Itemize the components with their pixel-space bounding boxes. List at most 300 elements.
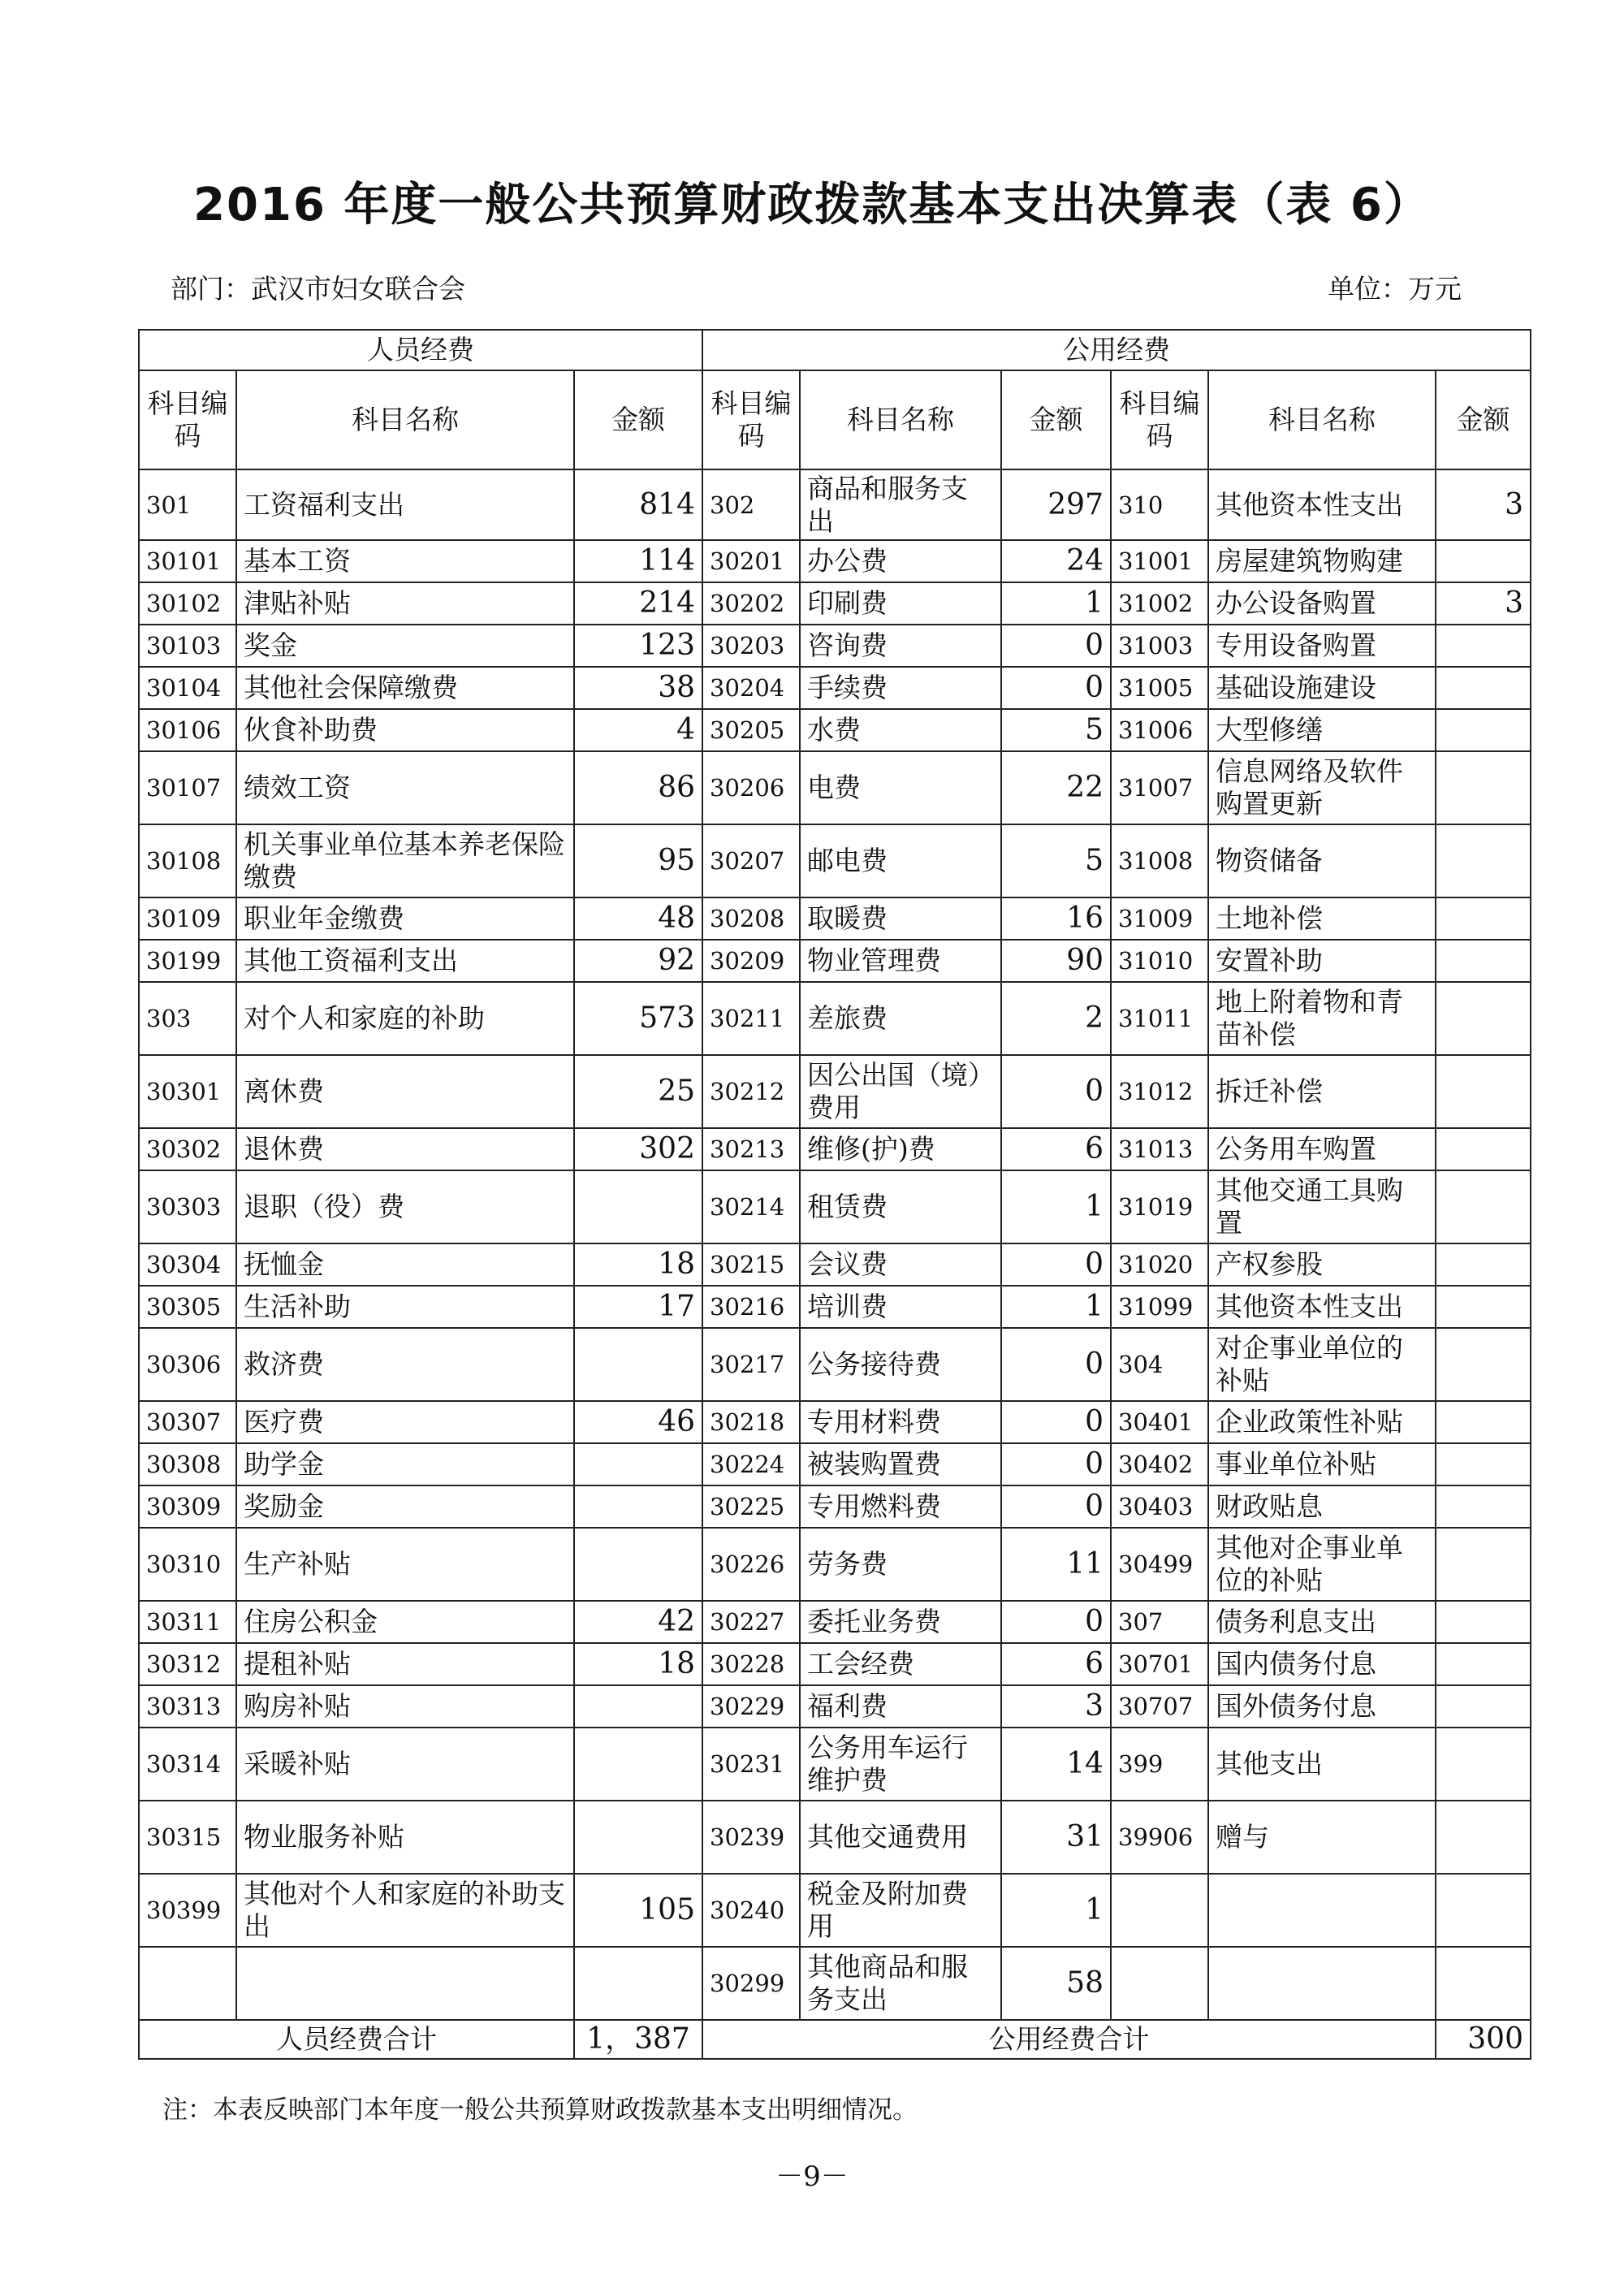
name-cell: 取暖费 bbox=[800, 897, 1001, 940]
name-cell: 会议费 bbox=[800, 1243, 1001, 1286]
code-cell: 30231 bbox=[702, 1728, 800, 1801]
code-cell: 31006 bbox=[1111, 709, 1208, 751]
amount-cell: 90 bbox=[1001, 940, 1111, 982]
amount-cell bbox=[574, 1801, 702, 1874]
name-cell: 绩效工资 bbox=[236, 751, 574, 824]
amount-cell: 1 bbox=[1001, 1286, 1111, 1328]
name-cell: 地上附着物和青苗补偿 bbox=[1208, 982, 1436, 1055]
table-row bbox=[139, 1685, 1531, 1728]
code-cell: 30199 bbox=[139, 940, 236, 982]
table-row bbox=[139, 625, 1531, 667]
page-number: －9－ bbox=[775, 2160, 849, 2193]
code-cell: 30401 bbox=[1111, 1401, 1208, 1443]
table-row bbox=[139, 982, 1531, 1055]
name-cell: 对企事业单位的补贴 bbox=[1208, 1328, 1436, 1401]
code-cell: 31007 bbox=[1111, 751, 1208, 824]
header-name: 科目名称 bbox=[236, 370, 574, 469]
amount-cell: 22 bbox=[1001, 751, 1111, 824]
name-cell: 奖励金 bbox=[236, 1485, 574, 1528]
amount-cell: 114 bbox=[574, 540, 702, 582]
public-total-label: 公用经费合计 bbox=[702, 2020, 1436, 2059]
name-cell bbox=[1208, 1947, 1436, 2020]
table-row bbox=[139, 1443, 1531, 1485]
amount-cell bbox=[1436, 667, 1531, 709]
amount-cell: 17 bbox=[574, 1286, 702, 1328]
table-row bbox=[139, 824, 1531, 897]
amount-cell: 3 bbox=[1001, 1685, 1111, 1728]
name-cell: 大型修缮 bbox=[1208, 709, 1436, 751]
section-public: 公用经费 bbox=[702, 330, 1531, 370]
code-cell: 30309 bbox=[139, 1485, 236, 1528]
personnel-total-label: 人员经费合计 bbox=[139, 2020, 574, 2059]
table-row bbox=[139, 469, 1531, 540]
code-cell: 31011 bbox=[1111, 982, 1208, 1055]
name-cell: 差旅费 bbox=[800, 982, 1001, 1055]
amount-cell bbox=[574, 1328, 702, 1401]
amount-cell: 0 bbox=[1001, 1401, 1111, 1443]
name-cell: 津贴补贴 bbox=[236, 582, 574, 625]
code-cell: 30213 bbox=[702, 1128, 800, 1170]
amount-cell bbox=[1436, 751, 1531, 824]
amount-cell bbox=[1436, 1728, 1531, 1801]
code-cell: 30212 bbox=[702, 1055, 800, 1128]
header-amount: 金额 bbox=[1436, 370, 1531, 469]
table-row bbox=[139, 667, 1531, 709]
code-cell: 31005 bbox=[1111, 667, 1208, 709]
name-cell: 机关事业单位基本养老保险缴费 bbox=[236, 824, 574, 897]
name-cell: 工会经费 bbox=[800, 1643, 1001, 1685]
code-cell: 30204 bbox=[702, 667, 800, 709]
table-row bbox=[139, 709, 1531, 751]
amount-cell: 2 bbox=[1001, 982, 1111, 1055]
amount-cell bbox=[1436, 1055, 1531, 1128]
amount-cell: 14 bbox=[1001, 1728, 1111, 1801]
amount-cell: 0 bbox=[1001, 1485, 1111, 1528]
name-cell: 因公出国（境）费用 bbox=[800, 1055, 1001, 1128]
code-cell: 31019 bbox=[1111, 1170, 1208, 1243]
code-cell: 30109 bbox=[139, 897, 236, 940]
code-cell: 31099 bbox=[1111, 1286, 1208, 1328]
code-cell: 30209 bbox=[702, 940, 800, 982]
code-cell: 30216 bbox=[702, 1286, 800, 1328]
code-cell: 304 bbox=[1111, 1328, 1208, 1401]
code-cell: 31010 bbox=[1111, 940, 1208, 982]
amount-cell: 573 bbox=[574, 982, 702, 1055]
name-cell: 办公设备购置 bbox=[1208, 582, 1436, 625]
amount-cell: 0 bbox=[1001, 1328, 1111, 1401]
code-cell: 30215 bbox=[702, 1243, 800, 1286]
name-cell: 事业单位补贴 bbox=[1208, 1443, 1436, 1485]
amount-cell: 302 bbox=[574, 1128, 702, 1170]
amount-cell bbox=[1436, 1528, 1531, 1601]
amount-cell bbox=[574, 1443, 702, 1485]
amount-cell bbox=[1436, 1128, 1531, 1170]
code-cell bbox=[1111, 1947, 1208, 2020]
footnote: 注：本表反映部门本年度一般公共预算财政拨款基本支出明细情况。 bbox=[162, 2095, 918, 2125]
code-cell: 30239 bbox=[702, 1801, 800, 1874]
amount-cell: 25 bbox=[574, 1055, 702, 1128]
code-cell: 30208 bbox=[702, 897, 800, 940]
table-row bbox=[139, 582, 1531, 625]
code-cell: 30312 bbox=[139, 1643, 236, 1685]
name-cell: 公务接待费 bbox=[800, 1328, 1001, 1401]
code-cell: 30101 bbox=[139, 540, 236, 582]
code-cell: 31012 bbox=[1111, 1055, 1208, 1128]
table-row bbox=[139, 1401, 1531, 1443]
table-row bbox=[139, 1643, 1531, 1685]
code-cell bbox=[139, 1947, 236, 2020]
amount-cell bbox=[1436, 1170, 1531, 1243]
code-cell: 30403 bbox=[1111, 1485, 1208, 1528]
amount-cell bbox=[574, 1685, 702, 1728]
amount-cell: 6 bbox=[1001, 1643, 1111, 1685]
amount-cell: 11 bbox=[1001, 1528, 1111, 1601]
table-row bbox=[139, 1170, 1531, 1243]
code-cell: 30313 bbox=[139, 1685, 236, 1728]
amount-cell: 42 bbox=[574, 1601, 702, 1643]
amount-cell bbox=[1436, 709, 1531, 751]
name-cell: 采暖补贴 bbox=[236, 1728, 574, 1801]
name-cell: 助学金 bbox=[236, 1443, 574, 1485]
code-cell: 30240 bbox=[702, 1874, 800, 1947]
code-cell: 30307 bbox=[139, 1401, 236, 1443]
code-cell: 30314 bbox=[139, 1728, 236, 1801]
code-cell: 30108 bbox=[139, 824, 236, 897]
code-cell: 30224 bbox=[702, 1443, 800, 1485]
name-cell: 商品和服务支出 bbox=[800, 469, 1001, 540]
table-row bbox=[139, 897, 1531, 940]
table-row bbox=[139, 751, 1531, 824]
section-header-row bbox=[139, 330, 1531, 370]
name-cell: 工资福利支出 bbox=[236, 469, 574, 540]
amount-cell: 18 bbox=[574, 1243, 702, 1286]
name-cell: 委托业务费 bbox=[800, 1601, 1001, 1643]
name-cell: 物资储备 bbox=[1208, 824, 1436, 897]
code-cell: 30306 bbox=[139, 1328, 236, 1401]
amount-cell: 3 bbox=[1436, 469, 1531, 540]
amount-cell bbox=[1436, 897, 1531, 940]
code-cell: 30707 bbox=[1111, 1685, 1208, 1728]
unit-label: 单位：万元 bbox=[1328, 273, 1462, 305]
amount-cell: 0 bbox=[1001, 667, 1111, 709]
section-personnel: 人员经费 bbox=[139, 330, 702, 370]
amount-cell bbox=[1436, 1874, 1531, 1947]
code-cell: 301 bbox=[139, 469, 236, 540]
amount-cell: 86 bbox=[574, 751, 702, 824]
amount-cell: 0 bbox=[1001, 1055, 1111, 1128]
name-cell: 信息网络及软件购置更新 bbox=[1208, 751, 1436, 824]
code-cell: 30303 bbox=[139, 1170, 236, 1243]
name-cell: 其他支出 bbox=[1208, 1728, 1436, 1801]
amount-cell bbox=[1436, 1801, 1531, 1874]
personnel-total-value: 1，387 bbox=[574, 2020, 702, 2059]
amount-cell: 18 bbox=[574, 1643, 702, 1685]
name-cell: 财政贴息 bbox=[1208, 1485, 1436, 1528]
code-cell: 31002 bbox=[1111, 582, 1208, 625]
code-cell: 30202 bbox=[702, 582, 800, 625]
code-cell: 30305 bbox=[139, 1286, 236, 1328]
amount-cell: 5 bbox=[1001, 824, 1111, 897]
name-cell: 企业政策性补贴 bbox=[1208, 1401, 1436, 1443]
code-cell: 30201 bbox=[702, 540, 800, 582]
amount-cell: 3 bbox=[1436, 582, 1531, 625]
totals-row bbox=[139, 2020, 1531, 2059]
table-row bbox=[139, 1801, 1531, 1874]
name-cell: 国内债务付息 bbox=[1208, 1643, 1436, 1685]
code-cell: 30206 bbox=[702, 751, 800, 824]
amount-cell bbox=[1436, 1643, 1531, 1685]
code-cell: 30102 bbox=[139, 582, 236, 625]
code-cell: 31020 bbox=[1111, 1243, 1208, 1286]
name-cell: 劳务费 bbox=[800, 1528, 1001, 1601]
name-cell: 国外债务付息 bbox=[1208, 1685, 1436, 1728]
amount-cell bbox=[1436, 1601, 1531, 1643]
name-cell: 其他工资福利支出 bbox=[236, 940, 574, 982]
header-name: 科目名称 bbox=[1208, 370, 1436, 469]
name-cell: 租赁费 bbox=[800, 1170, 1001, 1243]
name-cell: 赠与 bbox=[1208, 1801, 1436, 1874]
amount-cell bbox=[1436, 625, 1531, 667]
name-cell: 物业管理费 bbox=[800, 940, 1001, 982]
name-cell: 税金及附加费用 bbox=[800, 1874, 1001, 1947]
name-cell: 维修(护)费 bbox=[800, 1128, 1001, 1170]
code-cell: 39906 bbox=[1111, 1801, 1208, 1874]
code-cell: 30203 bbox=[702, 625, 800, 667]
code-cell: 30217 bbox=[702, 1328, 800, 1401]
amount-cell: 1 bbox=[1001, 582, 1111, 625]
amount-cell: 123 bbox=[574, 625, 702, 667]
amount-cell: 16 bbox=[1001, 897, 1111, 940]
code-cell: 30229 bbox=[702, 1685, 800, 1728]
name-cell: 培训费 bbox=[800, 1286, 1001, 1328]
amount-cell: 814 bbox=[574, 469, 702, 540]
name-cell: 购房补贴 bbox=[236, 1685, 574, 1728]
code-cell: 30302 bbox=[139, 1128, 236, 1170]
name-cell: 安置补助 bbox=[1208, 940, 1436, 982]
table-row bbox=[139, 1055, 1531, 1128]
name-cell: 电费 bbox=[800, 751, 1001, 824]
code-cell: 31001 bbox=[1111, 540, 1208, 582]
amount-cell: 92 bbox=[574, 940, 702, 982]
amount-cell bbox=[1436, 540, 1531, 582]
name-cell: 其他商品和服务支出 bbox=[800, 1947, 1001, 2020]
header-code: 科目编码 bbox=[139, 370, 236, 469]
code-cell: 30499 bbox=[1111, 1528, 1208, 1601]
code-cell: 30299 bbox=[702, 1947, 800, 2020]
code-cell: 302 bbox=[702, 469, 800, 540]
amount-cell bbox=[1436, 940, 1531, 982]
code-cell: 30207 bbox=[702, 824, 800, 897]
name-cell: 奖金 bbox=[236, 625, 574, 667]
name-cell: 房屋建筑物购建 bbox=[1208, 540, 1436, 582]
code-cell: 30211 bbox=[702, 982, 800, 1055]
code-cell: 30226 bbox=[702, 1528, 800, 1601]
amount-cell: 48 bbox=[574, 897, 702, 940]
table-row bbox=[139, 1947, 1531, 2020]
amount-cell: 105 bbox=[574, 1874, 702, 1947]
code-cell: 30106 bbox=[139, 709, 236, 751]
code-cell: 30225 bbox=[702, 1485, 800, 1528]
code-cell: 30308 bbox=[139, 1443, 236, 1485]
name-cell bbox=[1208, 1874, 1436, 1947]
name-cell: 公务用车运行维护费 bbox=[800, 1728, 1001, 1801]
code-cell: 30104 bbox=[139, 667, 236, 709]
name-cell: 手续费 bbox=[800, 667, 1001, 709]
name-cell: 生产补贴 bbox=[236, 1528, 574, 1601]
code-cell: 30228 bbox=[702, 1643, 800, 1685]
amount-cell bbox=[1436, 982, 1531, 1055]
code-cell: 30103 bbox=[139, 625, 236, 667]
amount-cell: 0 bbox=[1001, 1243, 1111, 1286]
header-name: 科目名称 bbox=[800, 370, 1001, 469]
name-cell: 专用材料费 bbox=[800, 1401, 1001, 1443]
code-cell: 31003 bbox=[1111, 625, 1208, 667]
code-cell: 30214 bbox=[702, 1170, 800, 1243]
amount-cell bbox=[1436, 1443, 1531, 1485]
amount-cell: 58 bbox=[1001, 1947, 1111, 2020]
name-cell: 其他对企事业单位的补贴 bbox=[1208, 1528, 1436, 1601]
name-cell: 退休费 bbox=[236, 1128, 574, 1170]
name-cell bbox=[236, 1947, 574, 2020]
name-cell: 水费 bbox=[800, 709, 1001, 751]
amount-cell: 46 bbox=[574, 1401, 702, 1443]
name-cell: 土地补偿 bbox=[1208, 897, 1436, 940]
amount-cell: 4 bbox=[574, 709, 702, 751]
amount-cell: 0 bbox=[1001, 1601, 1111, 1643]
amount-cell: 38 bbox=[574, 667, 702, 709]
code-cell: 30310 bbox=[139, 1528, 236, 1601]
code-cell: 30227 bbox=[702, 1601, 800, 1643]
amount-cell bbox=[1436, 1286, 1531, 1328]
column-header-row bbox=[139, 370, 1531, 469]
code-cell bbox=[1111, 1874, 1208, 1947]
table-row bbox=[139, 1128, 1531, 1170]
amount-cell: 0 bbox=[1001, 625, 1111, 667]
code-cell: 31009 bbox=[1111, 897, 1208, 940]
code-cell: 399 bbox=[1111, 1728, 1208, 1801]
name-cell: 伙食补助费 bbox=[236, 709, 574, 751]
name-cell: 基本工资 bbox=[236, 540, 574, 582]
code-cell: 30304 bbox=[139, 1243, 236, 1286]
name-cell: 退职（役）费 bbox=[236, 1170, 574, 1243]
name-cell: 咨询费 bbox=[800, 625, 1001, 667]
code-cell: 30399 bbox=[139, 1874, 236, 1947]
amount-cell bbox=[574, 1728, 702, 1801]
table-row bbox=[139, 1528, 1531, 1601]
amount-cell: 1 bbox=[1001, 1874, 1111, 1947]
amount-cell bbox=[574, 1485, 702, 1528]
table-row bbox=[139, 1243, 1531, 1286]
table-row bbox=[139, 1286, 1531, 1328]
name-cell: 离休费 bbox=[236, 1055, 574, 1128]
amount-cell: 24 bbox=[1001, 540, 1111, 582]
code-cell: 31013 bbox=[1111, 1128, 1208, 1170]
header-code: 科目编码 bbox=[1111, 370, 1208, 469]
table-row bbox=[139, 940, 1531, 982]
amount-cell bbox=[1436, 1328, 1531, 1401]
name-cell: 其他资本性支出 bbox=[1208, 1286, 1436, 1328]
code-cell: 30311 bbox=[139, 1601, 236, 1643]
name-cell: 生活补助 bbox=[236, 1286, 574, 1328]
amount-cell: 1 bbox=[1001, 1170, 1111, 1243]
code-cell: 30107 bbox=[139, 751, 236, 824]
amount-cell: 31 bbox=[1001, 1801, 1111, 1874]
amount-cell: 297 bbox=[1001, 469, 1111, 540]
code-cell: 303 bbox=[139, 982, 236, 1055]
amount-cell bbox=[1436, 1685, 1531, 1728]
amount-cell bbox=[1436, 1485, 1531, 1528]
amount-cell bbox=[1436, 1401, 1531, 1443]
amount-cell: 214 bbox=[574, 582, 702, 625]
name-cell: 拆迁补偿 bbox=[1208, 1055, 1436, 1128]
table-row bbox=[139, 1328, 1531, 1401]
code-cell: 30701 bbox=[1111, 1643, 1208, 1685]
code-cell: 30402 bbox=[1111, 1443, 1208, 1485]
table-row bbox=[139, 1485, 1531, 1528]
name-cell: 物业服务补贴 bbox=[236, 1801, 574, 1874]
name-cell: 印刷费 bbox=[800, 582, 1001, 625]
name-cell: 其他社会保障缴费 bbox=[236, 667, 574, 709]
amount-cell bbox=[574, 1528, 702, 1601]
name-cell: 住房公积金 bbox=[236, 1601, 574, 1643]
amount-cell bbox=[574, 1947, 702, 2020]
header-code: 科目编码 bbox=[702, 370, 800, 469]
name-cell: 抚恤金 bbox=[236, 1243, 574, 1286]
budget-table bbox=[138, 329, 1531, 2060]
name-cell: 债务利息支出 bbox=[1208, 1601, 1436, 1643]
header-amount: 金额 bbox=[1001, 370, 1111, 469]
amount-cell bbox=[1436, 1243, 1531, 1286]
name-cell: 被装购置费 bbox=[800, 1443, 1001, 1485]
name-cell: 福利费 bbox=[800, 1685, 1001, 1728]
amount-cell: 5 bbox=[1001, 709, 1111, 751]
name-cell: 公务用车购置 bbox=[1208, 1128, 1436, 1170]
table-row bbox=[139, 1728, 1531, 1801]
code-cell: 310 bbox=[1111, 469, 1208, 540]
table-row bbox=[139, 1601, 1531, 1643]
code-cell: 31008 bbox=[1111, 824, 1208, 897]
name-cell: 其他对个人和家庭的补助支出 bbox=[236, 1874, 574, 1947]
name-cell: 职业年金缴费 bbox=[236, 897, 574, 940]
page-title: 2016 年度一般公共预算财政拨款基本支出决算表（表 6） bbox=[193, 179, 1431, 231]
name-cell: 其他交通费用 bbox=[800, 1801, 1001, 1874]
amount-cell: 0 bbox=[1001, 1443, 1111, 1485]
amount-cell: 6 bbox=[1001, 1128, 1111, 1170]
name-cell: 产权参股 bbox=[1208, 1243, 1436, 1286]
name-cell: 其他交通工具购置 bbox=[1208, 1170, 1436, 1243]
amount-cell: 95 bbox=[574, 824, 702, 897]
amount-cell bbox=[1436, 1947, 1531, 2020]
table-row bbox=[139, 540, 1531, 582]
code-cell: 307 bbox=[1111, 1601, 1208, 1643]
amount-cell bbox=[574, 1170, 702, 1243]
name-cell: 邮电费 bbox=[800, 824, 1001, 897]
header-amount: 金额 bbox=[574, 370, 702, 469]
public-total-value: 300 bbox=[1436, 2020, 1531, 2059]
code-cell: 30218 bbox=[702, 1401, 800, 1443]
name-cell: 专用设备购置 bbox=[1208, 625, 1436, 667]
name-cell: 医疗费 bbox=[236, 1401, 574, 1443]
department-label: 部门：武汉市妇女联合会 bbox=[171, 273, 465, 305]
name-cell: 救济费 bbox=[236, 1328, 574, 1401]
code-cell: 30315 bbox=[139, 1801, 236, 1874]
name-cell: 提租补贴 bbox=[236, 1643, 574, 1685]
amount-cell bbox=[1436, 824, 1531, 897]
code-cell: 30301 bbox=[139, 1055, 236, 1128]
name-cell: 办公费 bbox=[800, 540, 1001, 582]
table-row bbox=[139, 1874, 1531, 1947]
name-cell: 其他资本性支出 bbox=[1208, 469, 1436, 540]
